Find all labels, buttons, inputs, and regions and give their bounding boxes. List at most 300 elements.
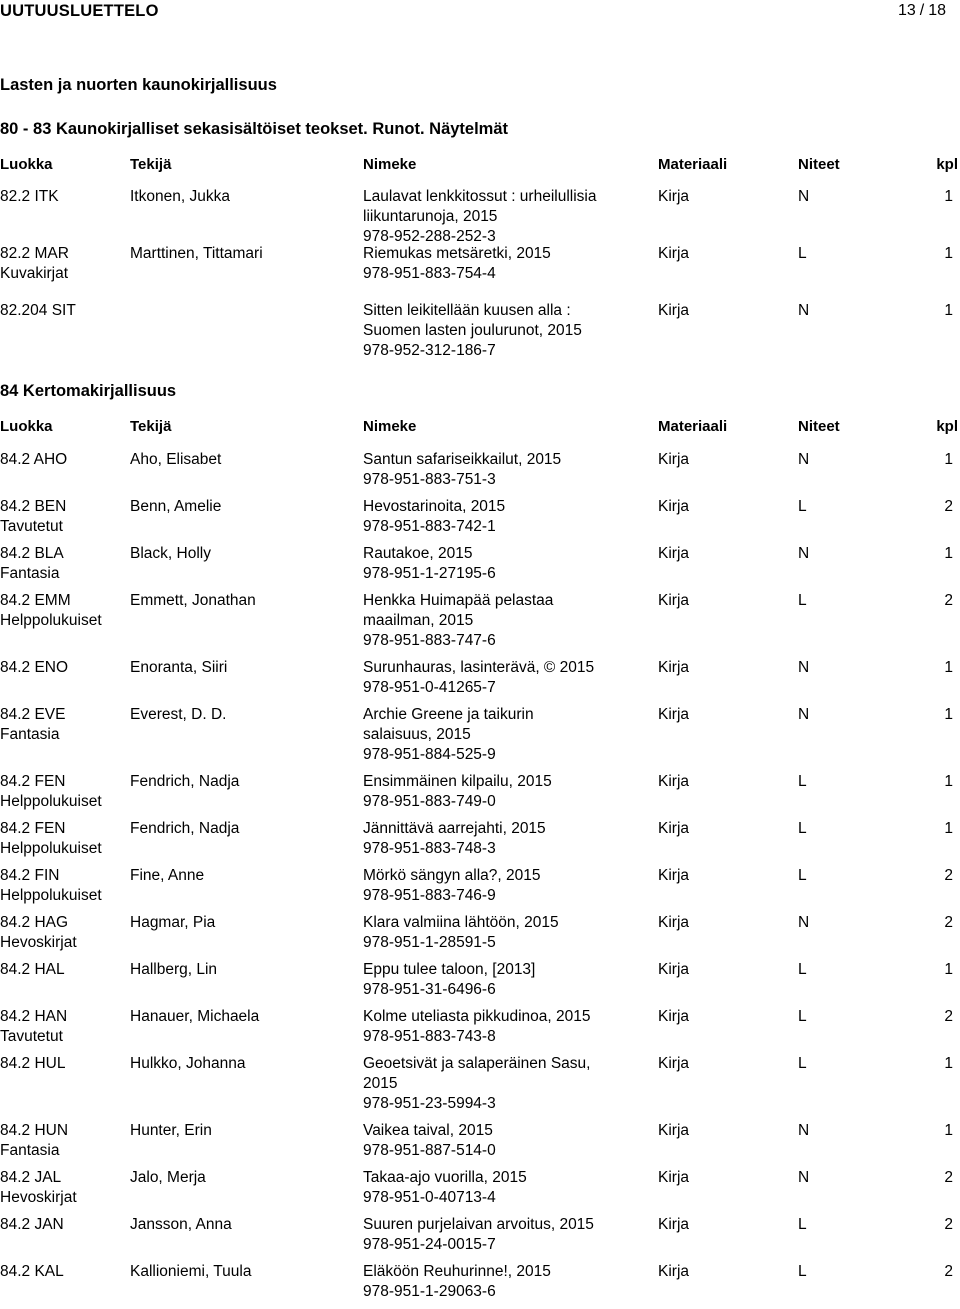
material-cell: [658, 866, 689, 886]
title-cell: [363, 819, 623, 859]
copy-count: 2: [944, 498, 953, 515]
copies-type-cell: [798, 497, 807, 517]
isbn: 978-951-24-0015-7: [363, 1236, 496, 1253]
title-cell: [363, 497, 623, 537]
title-cell: [363, 301, 623, 361]
material-cell: [658, 591, 689, 611]
material-cell: [658, 544, 689, 564]
author-name: Hunter, Erin: [130, 1122, 212, 1139]
table-row: [0, 1168, 960, 1215]
title-cell: [363, 1121, 623, 1161]
material-cell: [658, 450, 689, 470]
shelf-class: 82.2 ITK: [0, 188, 59, 205]
table-row: [0, 866, 960, 913]
author-name: Enoranta, Siiri: [130, 659, 228, 676]
title-line: Kolme uteliasta pikkudinoa, 2015: [363, 1008, 591, 1025]
copy-count: 2: [944, 1263, 953, 1280]
shelf-class: 84.2 BEN: [0, 498, 67, 515]
copy-count: 1: [944, 773, 953, 790]
isbn: 978-951-883-747-6: [363, 632, 496, 649]
material-type: Kirja: [658, 914, 690, 931]
copies-type-cell: [798, 591, 807, 611]
author-name: Hulkko, Johanna: [130, 1055, 246, 1072]
material-type: Kirja: [658, 1122, 690, 1139]
title-cell: [363, 772, 623, 812]
luokka-cell: [0, 497, 125, 537]
copies-type-cell: [798, 1215, 807, 1235]
copies-type: L: [798, 1008, 807, 1025]
luokka-cell: [0, 1262, 125, 1282]
author-name: Hagmar, Pia: [130, 914, 216, 931]
material-cell: [658, 1168, 689, 1188]
isbn: 978-951-883-749-0: [363, 793, 496, 810]
title-line: Rautakoe, 2015: [363, 545, 473, 562]
material-type: Kirja: [658, 867, 690, 884]
title-line: liikuntarunoja, 2015: [363, 208, 498, 225]
title-cell: [363, 1215, 623, 1255]
copy-count: 2: [944, 592, 953, 609]
genre-label: Helppolukuiset: [0, 793, 102, 810]
copies-type: N: [798, 706, 810, 723]
copies-type-cell: [798, 450, 809, 470]
copies-type-cell: [798, 1121, 809, 1141]
column-header-row: [0, 417, 960, 437]
shelf-class: 84.2 KAL: [0, 1263, 64, 1280]
copies-type: L: [798, 820, 807, 837]
title-cell: [363, 1262, 623, 1302]
title-line: Riemukas metsäretki, 2015: [363, 245, 551, 262]
copies-type: L: [798, 773, 807, 790]
copy-count: 1: [944, 820, 953, 837]
page-number: [898, 1, 946, 21]
count-cell: [944, 187, 953, 207]
isbn: 978-951-1-29063-6: [363, 1283, 496, 1300]
count-cell: [944, 1262, 953, 1282]
author-cell: [130, 544, 355, 564]
author-name: Emmett, Jonathan: [130, 592, 256, 609]
title-line: salaisuus, 2015: [363, 726, 471, 743]
copies-type-cell: [798, 866, 807, 886]
material-cell: [658, 819, 689, 839]
genre-label: Helppolukuiset: [0, 887, 102, 904]
author-name: Jansson, Anna: [130, 1216, 232, 1233]
count-cell: [944, 1007, 953, 1027]
genre-label: Kuvakirjat: [0, 265, 69, 282]
luokka-cell: [0, 705, 125, 745]
page-total: 18: [928, 2, 946, 19]
title-line: Eppu tulee taloon, [2013]: [363, 961, 536, 978]
shelf-class: 84.2 FEN: [0, 773, 66, 790]
title-cell: [363, 705, 623, 765]
count-cell: [944, 244, 953, 264]
count-cell: [944, 1215, 953, 1235]
author-name: Fine, Anne: [130, 867, 205, 884]
luokka-cell: [0, 187, 125, 207]
count-cell: [944, 450, 953, 470]
title-cell: [363, 591, 623, 651]
material-type: Kirja: [658, 773, 690, 790]
author-name: Aho, Elisabet: [130, 451, 222, 468]
title-line: Klara valmiina lähtöön, 2015: [363, 914, 559, 931]
copies-type-cell: [798, 1262, 807, 1282]
isbn: 978-952-288-252-3: [363, 228, 496, 245]
author-cell: [130, 1007, 355, 1027]
title-line: Sitten leikitellään kuusen alla :: [363, 302, 571, 319]
table-row: [0, 1121, 960, 1168]
table-row: [0, 301, 960, 376]
copy-count: 1: [944, 245, 953, 262]
col-header-nimeke: Nimeke: [363, 418, 417, 435]
shelf-class: 84.2 HAG: [0, 914, 69, 931]
shelf-class: 82.2 MAR: [0, 245, 69, 262]
copies-type: L: [798, 1263, 807, 1280]
author-cell: [130, 960, 355, 980]
shelf-class: 84.2 FIN: [0, 867, 60, 884]
author-name: Black, Holly: [130, 545, 211, 562]
title-cell: [363, 187, 623, 247]
table-row: [0, 913, 960, 960]
count-cell: [944, 960, 953, 980]
count-cell: [944, 544, 953, 564]
table-row: [0, 544, 960, 591]
copies-type: L: [798, 498, 807, 515]
author-cell: [130, 450, 355, 470]
copies-type: N: [798, 302, 810, 319]
count-cell: [944, 1168, 953, 1188]
material-type: Kirja: [658, 706, 690, 723]
genre-label: Fantasia: [0, 1142, 60, 1159]
count-cell: [944, 1054, 953, 1074]
table-row: [0, 450, 960, 497]
material-type: Kirja: [658, 820, 690, 837]
material-cell: [658, 1007, 689, 1027]
copies-type-cell: [798, 960, 807, 980]
title-cell: [363, 1054, 623, 1114]
copies-type: L: [798, 867, 807, 884]
shelf-class: 84.2 ENO: [0, 659, 69, 676]
title-line: Mörkö sängyn alla?, 2015: [363, 867, 541, 884]
copies-type-cell: [798, 913, 809, 933]
author-name: Fendrich, Nadja: [130, 773, 240, 790]
luokka-cell: [0, 658, 125, 678]
col-header-materiaali: Materiaali: [658, 418, 728, 435]
title-cell: [363, 450, 623, 490]
author-name: Itkonen, Jukka: [130, 188, 230, 205]
isbn: 978-951-883-754-4: [363, 265, 496, 282]
shelf-class: 84.2 FEN: [0, 820, 66, 837]
table-row: [0, 1215, 960, 1262]
section-title-84: 84 Kertomakirjallisuus: [0, 382, 177, 400]
material-type: Kirja: [658, 545, 690, 562]
author-name: Hanauer, Michaela: [130, 1008, 260, 1025]
copies-type: N: [798, 914, 810, 931]
author-cell: [130, 244, 355, 264]
author-name: Benn, Amelie: [130, 498, 222, 515]
copies-type-cell: [798, 1168, 809, 1188]
copies-type: N: [798, 545, 810, 562]
luokka-cell: [0, 819, 125, 859]
material-type: Kirja: [658, 659, 690, 676]
material-cell: [658, 705, 689, 725]
copy-count: 1: [944, 302, 953, 319]
isbn: 978-951-883-746-9: [363, 887, 496, 904]
material-cell: [658, 1262, 689, 1282]
material-cell: [658, 658, 689, 678]
genre-label: Helppolukuiset: [0, 612, 102, 629]
isbn: 978-951-0-41265-7: [363, 679, 496, 696]
title-cell: [363, 1168, 623, 1208]
author-cell: [130, 819, 355, 839]
author-cell: [130, 772, 355, 792]
shelf-class: 82.204 SIT: [0, 302, 76, 319]
isbn: 978-951-883-751-3: [363, 471, 496, 488]
catalog-table-84: [0, 450, 960, 1309]
shelf-class: 84.2 JAN: [0, 1216, 64, 1233]
material-type: Kirja: [658, 451, 690, 468]
isbn: 978-951-31-6496-6: [363, 981, 496, 998]
material-type: Kirja: [658, 245, 690, 262]
count-cell: [944, 772, 953, 792]
page-header: [0, 0, 960, 22]
title-cell: [363, 244, 623, 284]
author-name: Kallioniemi, Tuula: [130, 1263, 252, 1280]
material-cell: [658, 960, 689, 980]
author-cell: [130, 187, 355, 207]
copies-type-cell: [798, 658, 809, 678]
isbn: 978-951-23-5994-3: [363, 1095, 496, 1112]
author-cell: [130, 1262, 355, 1282]
copies-type: N: [798, 451, 810, 468]
title-line: Santun safariseikkailut, 2015: [363, 451, 562, 468]
luokka-cell: [0, 591, 125, 631]
genre-label: Fantasia: [0, 726, 60, 743]
copies-type: N: [798, 1169, 810, 1186]
genre-label: Tavutetut: [0, 1028, 63, 1045]
author-cell: [130, 1121, 355, 1141]
table-row: [0, 1054, 960, 1121]
title-line: Laulavat lenkkitossut : urheilullisia: [363, 188, 597, 205]
author-name: Marttinen, Tittamari: [130, 245, 263, 262]
table-row: [0, 705, 960, 772]
title-line: Ensimmäinen kilpailu, 2015: [363, 773, 552, 790]
material-type: Kirja: [658, 1216, 690, 1233]
copies-type-cell: [798, 1054, 807, 1074]
genre-label: Hevoskirjat: [0, 1189, 77, 1206]
author-name: Hallberg, Lin: [130, 961, 218, 978]
copies-type: L: [798, 1216, 807, 1233]
copy-count: 1: [944, 451, 953, 468]
title-line: Takaa-ajo vuorilla, 2015: [363, 1169, 527, 1186]
isbn: 978-951-0-40713-4: [363, 1189, 496, 1206]
isbn: 978-952-312-186-7: [363, 342, 496, 359]
author-cell: [130, 1054, 355, 1074]
author-name: Fendrich, Nadja: [130, 820, 240, 837]
material-cell: [658, 244, 689, 264]
title-cell: [363, 544, 623, 584]
material-cell: [658, 1054, 689, 1074]
luokka-cell: [0, 544, 125, 584]
count-cell: [944, 497, 953, 517]
column-header-row: [0, 155, 960, 175]
author-cell: [130, 913, 355, 933]
table-row: [0, 591, 960, 658]
title-line: maailman, 2015: [363, 612, 474, 629]
copy-count: 1: [944, 545, 953, 562]
author-name: Everest, D. D.: [130, 706, 227, 723]
page-separator: /: [919, 2, 925, 19]
copies-type: L: [798, 245, 807, 262]
copy-count: 1: [944, 706, 953, 723]
title-line: 2015: [363, 1075, 398, 1092]
material-type: Kirja: [658, 1055, 690, 1072]
title-line: Suomen lasten joulurunot, 2015: [363, 322, 582, 339]
title-line: Henkka Huimapää pelastaa: [363, 592, 554, 609]
author-name: Jalo, Merja: [130, 1169, 206, 1186]
author-cell: [130, 866, 355, 886]
section-title-80-83: 80 - 83 Kaunokirjalliset sekasisältöiset teokset. Runot. Näytelmät: [0, 120, 509, 138]
isbn: 978-951-883-743-8: [363, 1028, 496, 1045]
shelf-class: 84.2 AHO: [0, 451, 68, 468]
table-row: [0, 244, 960, 301]
material-cell: [658, 301, 689, 321]
copy-count: 2: [944, 914, 953, 931]
copy-count: 2: [944, 867, 953, 884]
copies-type: N: [798, 188, 810, 205]
col-header-materiaali: Materiaali: [658, 156, 728, 173]
shelf-class: 84.2 HUL: [0, 1055, 66, 1072]
col-header-niteet: Niteet: [798, 418, 840, 435]
shelf-class: 84.2 HAN: [0, 1008, 68, 1025]
shelf-class: 84.2 EVE: [0, 706, 66, 723]
title-cell: [363, 913, 623, 953]
count-cell: [944, 1121, 953, 1141]
title-line: Suuren purjelaivan arvoitus, 2015: [363, 1216, 594, 1233]
material-type: Kirja: [658, 498, 690, 515]
author-cell: [130, 1215, 355, 1235]
material-cell: [658, 187, 689, 207]
table-row: [0, 497, 960, 544]
copy-count: 2: [944, 1169, 953, 1186]
count-cell: [944, 913, 953, 933]
material-cell: [658, 497, 689, 517]
copy-count: 1: [944, 188, 953, 205]
material-type: Kirja: [658, 961, 690, 978]
material-type: Kirja: [658, 1263, 690, 1280]
material-type: Kirja: [658, 188, 690, 205]
material-type: Kirja: [658, 1169, 690, 1186]
count-cell: [944, 591, 953, 611]
shelf-class: 84.2 HUN: [0, 1122, 69, 1139]
title-line: Eläköön Reuhurinne!, 2015: [363, 1263, 551, 1280]
luokka-cell: [0, 301, 125, 321]
luokka-cell: [0, 450, 125, 470]
isbn: 978-951-883-742-1: [363, 518, 496, 535]
material-type: Kirja: [658, 1008, 690, 1025]
copies-type-cell: [798, 244, 807, 264]
author-cell: [130, 497, 355, 517]
copies-type-cell: [798, 1007, 807, 1027]
count-cell: [944, 866, 953, 886]
copy-count: 1: [944, 961, 953, 978]
isbn: 978-951-1-28591-5: [363, 934, 496, 951]
table-row: [0, 960, 960, 1007]
col-header-kpl: kpl: [936, 418, 958, 435]
shelf-class: 84.2 EMM: [0, 592, 71, 609]
luokka-cell: [0, 772, 125, 812]
title-line: Surunhauras, lasinterävä, © 2015: [363, 659, 595, 676]
title-line: Archie Greene ja taikurin: [363, 706, 534, 723]
material-cell: [658, 1215, 689, 1235]
count-cell: [944, 705, 953, 725]
genre-label: Fantasia: [0, 565, 60, 582]
copies-type-cell: [798, 705, 809, 725]
count-cell: [944, 301, 953, 321]
shelf-class: 84.2 JAL: [0, 1169, 62, 1186]
luokka-cell: [0, 960, 125, 980]
luokka-cell: [0, 1007, 125, 1047]
col-header-tekija: Tekijä: [130, 156, 172, 173]
luokka-cell: [0, 1215, 125, 1235]
catalog-heading: Lasten ja nuorten kaunokirjallisuus: [0, 76, 277, 94]
luokka-cell: [0, 1121, 125, 1161]
col-header-niteet: Niteet: [798, 156, 840, 173]
author-cell: [130, 1168, 355, 1188]
catalog-table-80-83: [0, 187, 960, 376]
count-cell: [944, 819, 953, 839]
copies-type-cell: [798, 772, 807, 792]
copy-count: 1: [944, 1055, 953, 1072]
isbn: 978-951-887-514-0: [363, 1142, 496, 1159]
count-cell: [944, 658, 953, 678]
col-header-luokka: Luokka: [0, 156, 53, 173]
material-cell: [658, 1121, 689, 1141]
author-cell: [130, 705, 355, 725]
shelf-class: 84.2 HAL: [0, 961, 65, 978]
genre-label: Tavutetut: [0, 518, 63, 535]
title-cell: [363, 1007, 623, 1047]
luokka-cell: [0, 244, 125, 284]
table-row: [0, 1007, 960, 1054]
copy-count: 1: [944, 1122, 953, 1139]
copies-type: N: [798, 1122, 810, 1139]
material-type: Kirja: [658, 302, 690, 319]
copy-count: 2: [944, 1008, 953, 1025]
title-cell: [363, 866, 623, 906]
author-cell: [130, 658, 355, 678]
author-cell: [130, 591, 355, 611]
table-row: [0, 187, 960, 244]
isbn: 978-951-1-27195-6: [363, 565, 496, 582]
genre-label: Hevoskirjat: [0, 934, 77, 951]
col-header-kpl: kpl: [936, 156, 958, 173]
page-current: 13: [897, 2, 916, 19]
title-line: Hevostarinoita, 2015: [363, 498, 506, 515]
luokka-cell: [0, 1168, 125, 1208]
table-row: [0, 658, 960, 705]
title-line: Vaikea taival, 2015: [363, 1122, 493, 1139]
material-cell: [658, 913, 689, 933]
copies-type: L: [798, 1055, 807, 1072]
col-header-tekija: Tekijä: [130, 418, 172, 435]
luokka-cell: [0, 1054, 125, 1074]
material-type: Kirja: [658, 592, 690, 609]
shelf-class: 84.2 BLA: [0, 545, 64, 562]
title-cell: [363, 960, 623, 1000]
copies-type: L: [798, 961, 807, 978]
title-cell: [363, 658, 623, 698]
col-header-nimeke: Nimeke: [363, 156, 417, 173]
table-row: [0, 772, 960, 819]
